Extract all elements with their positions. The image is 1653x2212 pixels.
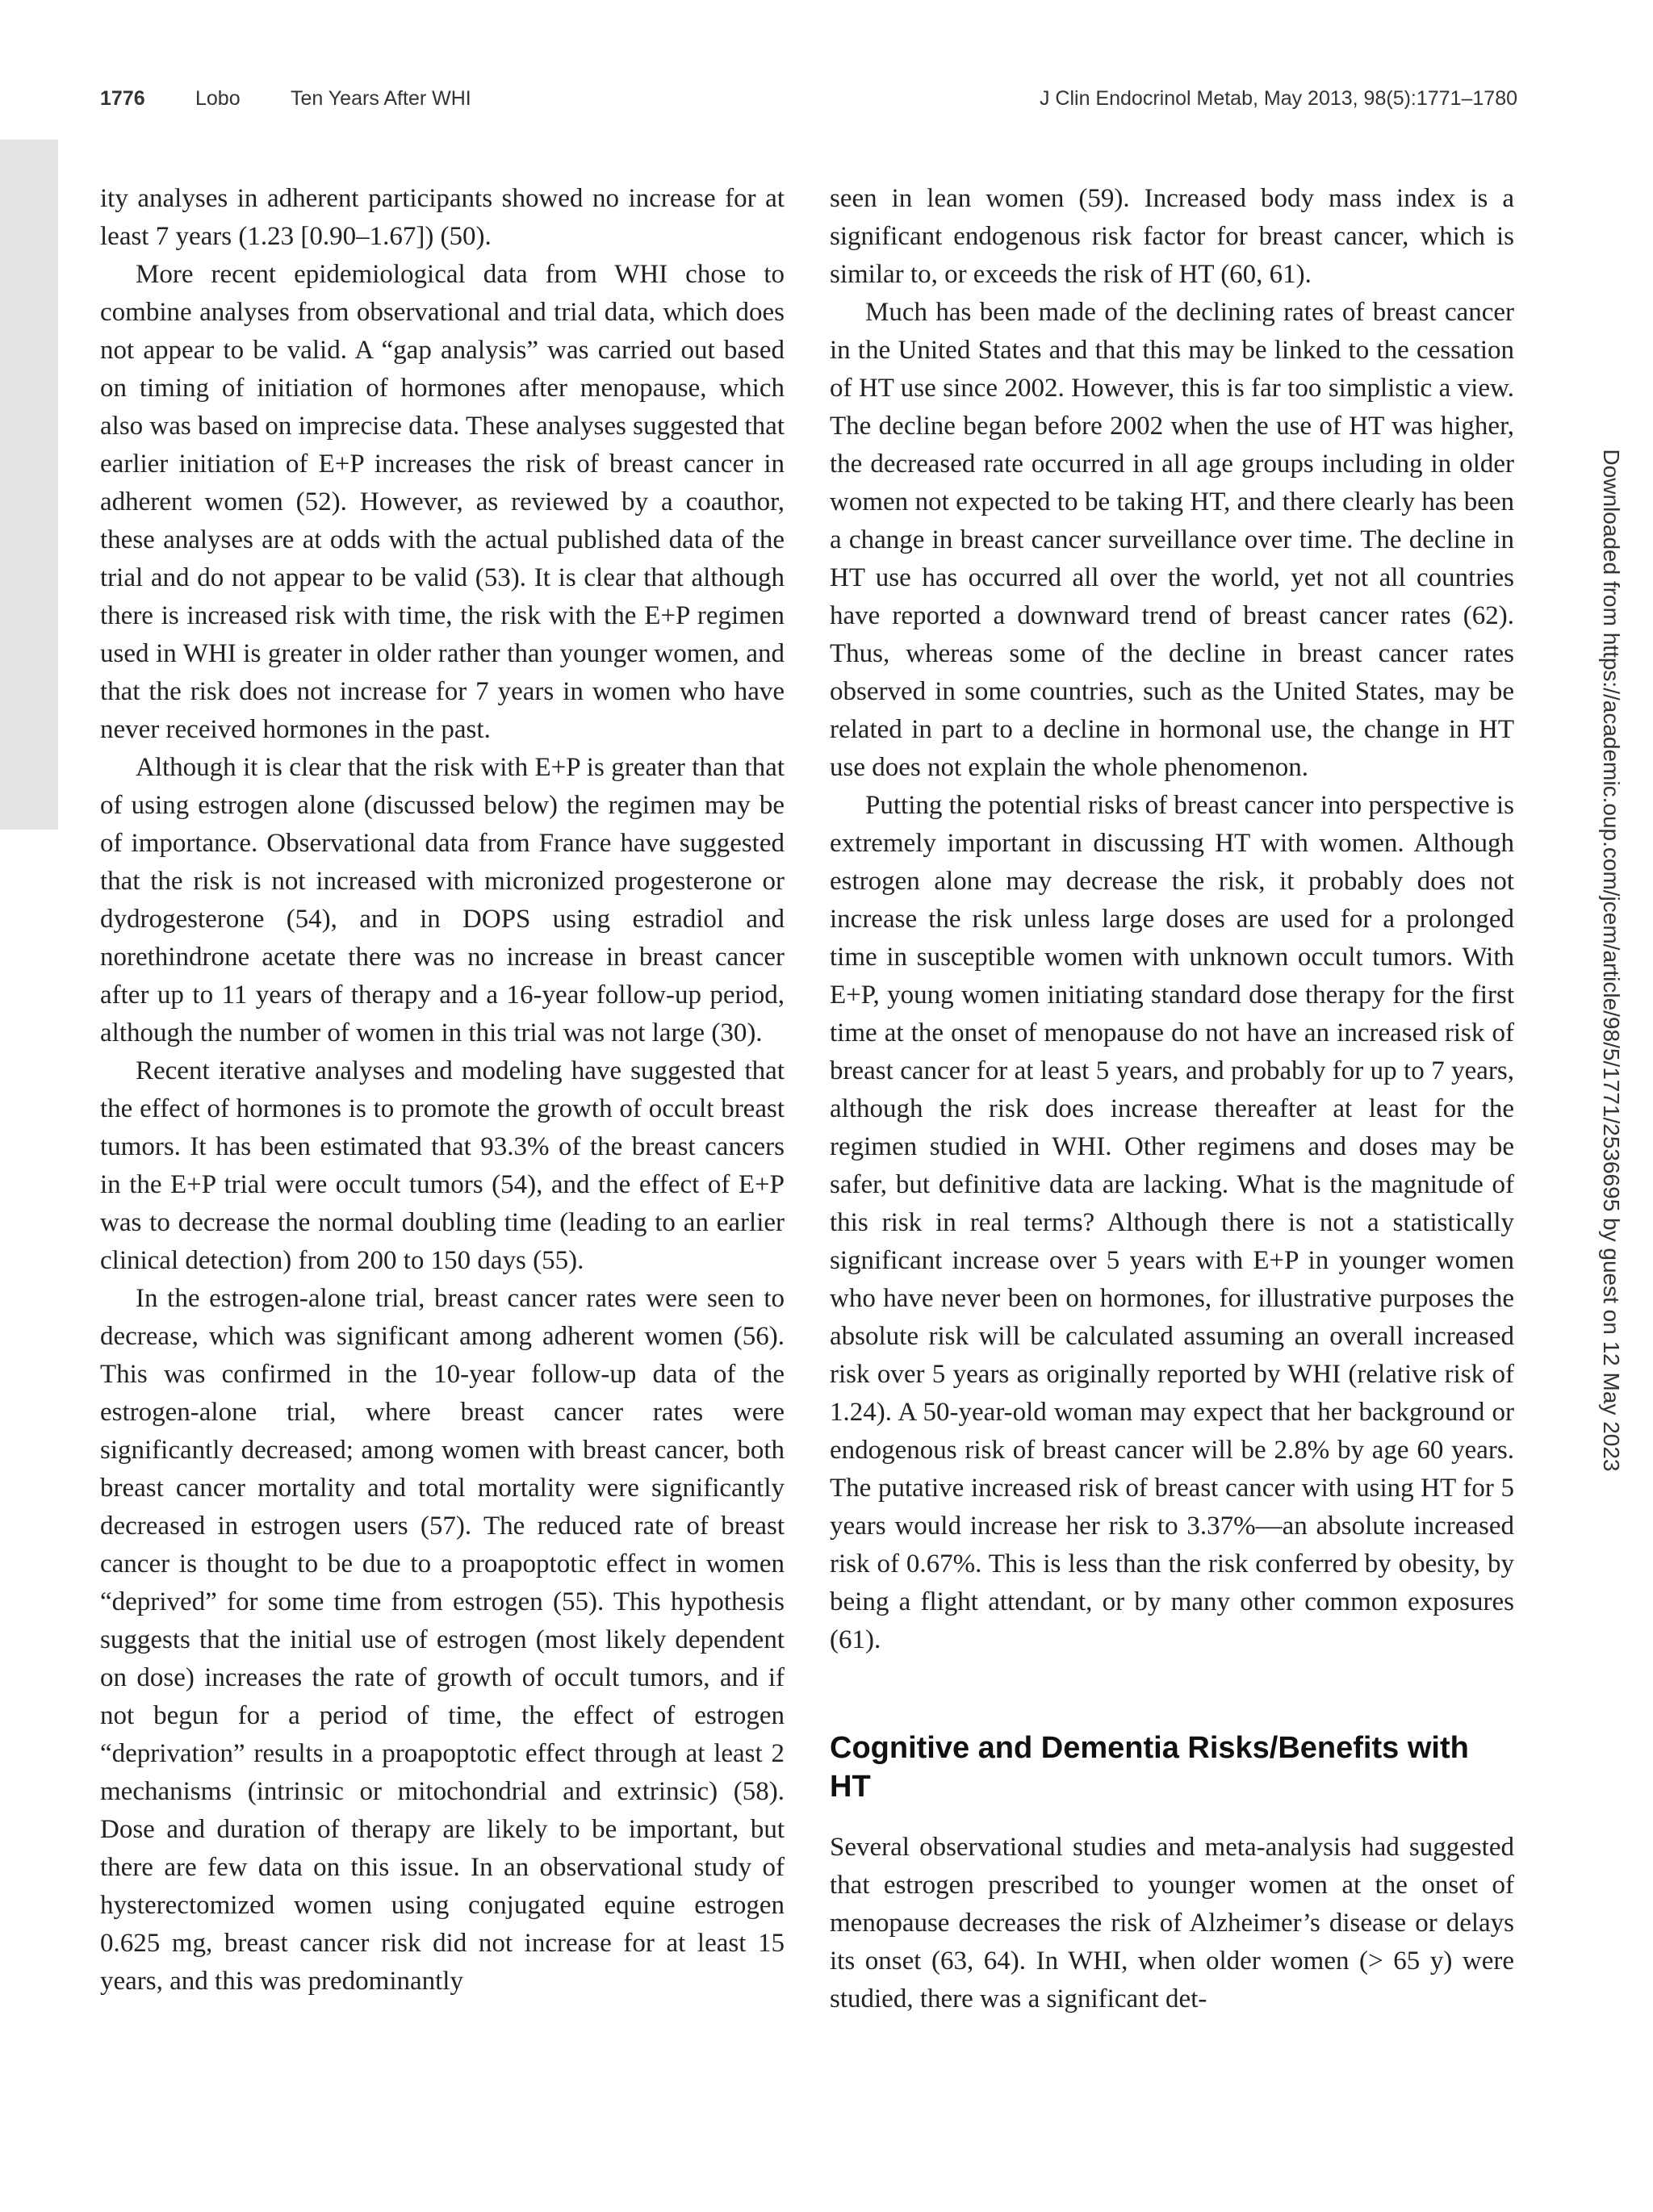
- right-column: [830, 180, 1514, 2018]
- running-title: Ten Years After WHI: [291, 87, 471, 110]
- paragraph: In the estrogen-alone trial, breast cancer rates were seen to decrease, which was significant among adherent women (56). This was confirmed in the 10-year follow-up data of the estrogen-alone trial, where breast cancer rates were significantly decreased; among women with breast cancer, both breast cancer mortality and total mortality were significantly decreased in estrogen users (57). The reduced rate of breast cancer is thought to be due to a proapoptotic effect in women “deprived” for some time from estrogen (55). This hypothesis suggests that the initial use of estrogen (most likely dependent on dose) increases the rate of growth of occult tumors, and if not begun for a period of time, the effect of estrogen “deprivation” results in a proapoptotic effect through at least 2 mechanisms (intrinsic or mitochondrial and extrinsic) (58). Dose and duration of therapy are likely to be important, but there are few data on this issue. In an observational study of hysterectomized women using conjugated equine estrogen 0.625 mg, breast cancer risk did not increase for at least 15 years, and this was predominantly: [100, 1284, 785, 1996]
- paragraph: Much has been made of the declining rates of breast cancer in the United States and that this may be linked to the cessation of HT use since 2002. However, this is far too simplistic a view. The decline began before 2002 when the use of HT was higher, the decreased rate occurred in all age groups including in older women not expected to be taking HT, and there clearly has been a change in breast cancer surveillance over time. The decline in HT use has occurred all over the world, yet not all countries have reported a downward trend of breast cancer rates (62). Thus, whereas some of the decline in breast cancer rates observed in some countries, such as the United States, may be related in part to a decline in hormonal use, the change in HT use does not explain the whole phenomenon.: [830, 298, 1514, 782]
- paragraph: Although it is clear that the risk with E+P is greater than that of using estrogen alone (discussed below) the regimen may be of importance. Observational data from France have suggested that the risk is not increased with micronized progesterone or dydrogesterone (54), and in DOPS using estradiol and norethindrone acetate there was no increase in breast cancer after up to 11 years of therapy and a 16-year follow-up period, although the number of women in this trial was not large (30).: [100, 753, 785, 1047]
- paragraph: seen in lean women (59). Increased body mass index is a significant endogenous risk factor for breast cancer, which is similar to, or exceeds the risk of HT (60, 61).: [830, 184, 1514, 289]
- running-header: [100, 87, 1517, 123]
- journal-citation: J Clin Endocrinol Metab, May 2013, 98(5):1771–1780: [1039, 87, 1517, 110]
- paragraph: Recent iterative analyses and modeling have suggested that the effect of hormones is to promote the growth of occult breast tumors. It has been estimated that 93.3% of the breast cancers in the E+P trial were occult tumors (54), and the effect of E+P was to decrease the normal doubling time (leading to an earlier clinical detection) from 200 to 150 days (55).: [100, 1056, 785, 1275]
- margin-tab: [0, 140, 58, 830]
- paragraph: More recent epidemiological data from WHI chose to combine analyses from observational and trial data, which does not appear to be valid. A “gap analysis” was carried out based on timing of initiation of hormones after menopause, which also was based on imprecise data. These analyses suggested that earlier initiation of E+P increases the risk of breast cancer in adherent women (52). However, as reviewed by a coauthor, these analyses are at odds with the actual published data of the trial and do not appear to be valid (53). It is clear that although there is increased risk with time, the risk with the E+P regimen used in WHI is greater in older rather than younger women, and that the risk does not increase for 7 years in women who have never received hormones in the past.: [100, 260, 785, 744]
- left-column: [100, 180, 785, 2001]
- paragraph: Putting the potential risks of breast cancer into perspective is extremely important in discussing HT with women. Although estrogen alone may decrease the risk, it probably does not increase the risk unless large doses are used for a prolonged time in susceptible women with unknown occult tumors. With E+P, young women initiating standard dose therapy for the first time at the onset of menopause do not have an increased risk of breast cancer for at least 5 years, and probably for up to 7 years, although the risk does increase thereafter at least for the regimen studied in WHI. Other regimens and doses may be safer, but definitive data are lacking. What is the magnitude of this risk in real terms? Although there is not a statistically significant increase over 5 years with E+P in younger women who have never been on hormones, for illustrative purposes the absolute risk will be calculated assuming an overall increased risk over 5 years as originally reported by WHI (relative risk of 1.24). A 50-year-old woman may expect that her background or endogenous risk of breast cancer will be 2.8% by age 60 years. The putative increased risk of breast cancer with using HT for 5 years would increase her risk to 3.37%—an absolute increased risk of 0.67%. This is less than the risk conferred by obesity, by being a flight attendant, or by many other common exposures (61).: [830, 791, 1514, 1654]
- paragraph: Several observational studies and meta-analysis had suggested that estrogen prescribed to younger women at the onset of menopause decreases the risk of Alzheimer’s disease or delays its onset (63, 64). In WHI, when older women (> 65 y) were studied, there was a significant det-: [830, 1833, 1514, 2013]
- section-heading: Cognitive and Dementia Risks/Benefits with HT: [830, 1731, 1469, 1804]
- page-number: 1776: [100, 87, 145, 110]
- header-author: Lobo: [195, 87, 241, 110]
- watermark-text: Downloaded from https://academic.oup.com/jcem/article/98/5/1771/2536695 by guest on 12 May 2023: [1599, 449, 1624, 1472]
- paragraph: ity analyses in adherent participants showed no increase for at least 7 years (1.23 [0.90–1.67]) (50).: [100, 184, 785, 251]
